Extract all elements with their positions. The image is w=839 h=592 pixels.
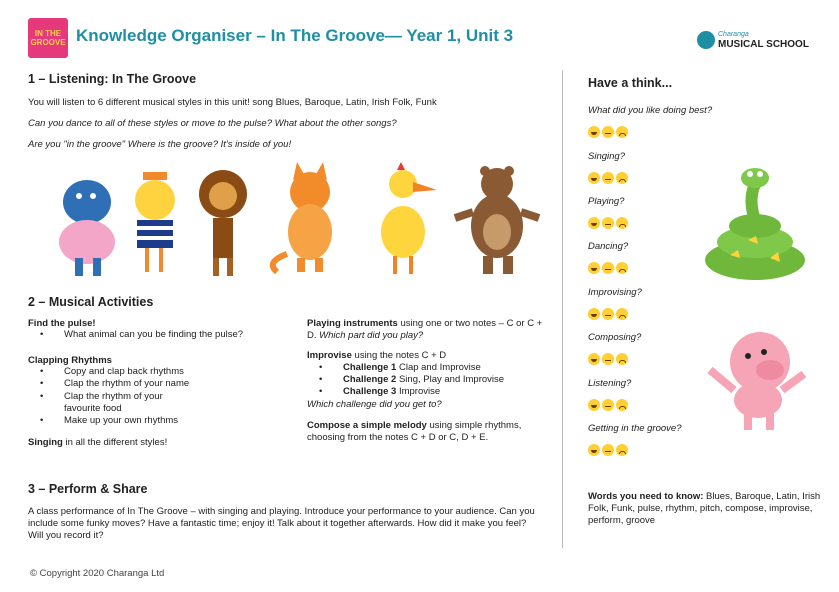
list-item: • Copy and clap back rhythms [28,366,298,378]
lion-character [199,170,247,276]
sad-face-icon [616,444,628,456]
rating-faces [588,353,628,365]
sad-face-icon [616,308,628,320]
rating-faces [588,444,628,456]
happy-face-icon [588,262,600,274]
section1-line1: You will listen to 6 different musical styles in this unit! song Blues, Baroque, Latin, Irish Folk, Funk [28,97,437,108]
question-composing: Composing? [588,332,642,343]
neutral-face-icon [602,308,614,320]
improvise-line: Improvise using the notes C + D [307,350,447,361]
chick-character [135,172,175,272]
challenge-list [307,362,552,399]
list-item: • Make up your own rhythms [28,415,298,427]
section1-line3: Are you "in the groove" Where is the groove? It's inside of you! [28,139,292,150]
copyright: © Copyright 2020 Charanga Ltd [30,568,165,579]
question-best: What did you like doing best? [588,105,713,116]
playing-line: Playing instruments using one or two notes – C or C + D. Which part did you play? [307,318,543,341]
question-singing: Singing? [588,151,625,162]
brand-small-text: Charanga [718,31,749,38]
singing-line: Singing in all the different styles! [28,437,168,449]
section3-heading: 3 – Perform & Share [28,482,148,496]
chicken-character [381,162,437,274]
clapping-list [28,366,298,427]
section1-line2: Can you dance to all of these styles or move to the pulse? What about the other songs? [28,118,397,129]
happy-face-icon [588,172,600,184]
in-the-groove-logo [28,18,68,58]
neutral-face-icon [602,444,614,456]
find-pulse-title: Find the pulse! [28,318,96,329]
happy-face-icon [588,217,600,229]
sad-face-icon [616,126,628,138]
charanga-mark-icon [697,31,715,49]
bear-character [455,166,539,274]
characters-illustration [25,162,545,280]
rating-faces [588,262,628,274]
sidebar-heading: Have a think... [588,76,673,90]
snake-illustration [700,160,810,285]
list-item: • What animal can you be finding the pulse? [28,329,298,341]
sad-face-icon [616,217,628,229]
page-title: Knowledge Organiser – In The Groove— Year 1, Unit 3 [76,26,514,45]
sad-face-icon [616,353,628,365]
happy-face-icon [588,353,600,365]
cat-character [273,162,332,272]
question-dancing: Dancing? [588,241,629,252]
happy-face-icon [588,126,600,138]
sad-face-icon [616,172,628,184]
sad-face-icon [616,399,628,411]
question-improvising: Improvising? [588,287,642,298]
rating-faces [588,172,628,184]
rating-faces [588,399,628,411]
rating-faces [588,217,628,229]
section1-heading: 1 – Listening: In The Groove [28,72,197,86]
pig-illustration [700,320,815,435]
challenge-item: • Challenge 2 Sing, Play and Improvise [307,374,552,386]
list-item: • Clap the rhythm of your favourite food [28,391,184,415]
clapping-title: Clapping Rhythms [28,355,112,367]
challenge-item: • Challenge 1 Clap and Improvise [307,362,552,374]
find-pulse-list [28,329,298,341]
section2-right-column [307,318,552,444]
list-item: • Clap the rhythm of your name [28,378,298,390]
brand-big-text: MUSICAL SCHOOL [718,39,809,50]
section2-heading: 2 – Musical Activities [28,295,154,309]
question-groove: Getting in the groove? [588,423,682,434]
neutral-face-icon [602,172,614,184]
hippo-character [59,180,115,276]
sad-face-icon [616,262,628,274]
key-words: Words you need to know: Blues, Baroque, Latin, Irish Folk, Funk, pulse, rhythm, pitch, compose, improvise, perform, groove [588,491,821,526]
neutral-face-icon [602,217,614,229]
neutral-face-icon [602,126,614,138]
challenge-item: • Challenge 3 Improvise [307,386,552,398]
compose-line: Compose a simple melody using simple rhythms, choosing from the notes C + D or C, D + E. [307,419,522,443]
section2-left-column [28,318,298,448]
challenge-question: Which challenge did you get to? [307,398,442,410]
neutral-face-icon [602,399,614,411]
charanga-logo [697,30,809,50]
question-playing: Playing? [588,196,625,207]
happy-face-icon [588,308,600,320]
happy-face-icon [588,399,600,411]
rating-faces [588,126,628,138]
logo-text: IN THE GROOVE [30,29,66,47]
rating-faces [588,308,628,320]
section3-text: A class performance of In The Groove – with singing and playing. Introduce your performance to your audience. Can you include some funky moves? Have a fantastic time; enjoy it! Talk about it together afterwards. How did it make you feel? Will you record it? [28,506,535,541]
neutral-face-icon [602,353,614,365]
happy-face-icon [588,444,600,456]
column-divider [562,70,563,548]
question-listening: Listening? [588,378,632,389]
neutral-face-icon [602,262,614,274]
